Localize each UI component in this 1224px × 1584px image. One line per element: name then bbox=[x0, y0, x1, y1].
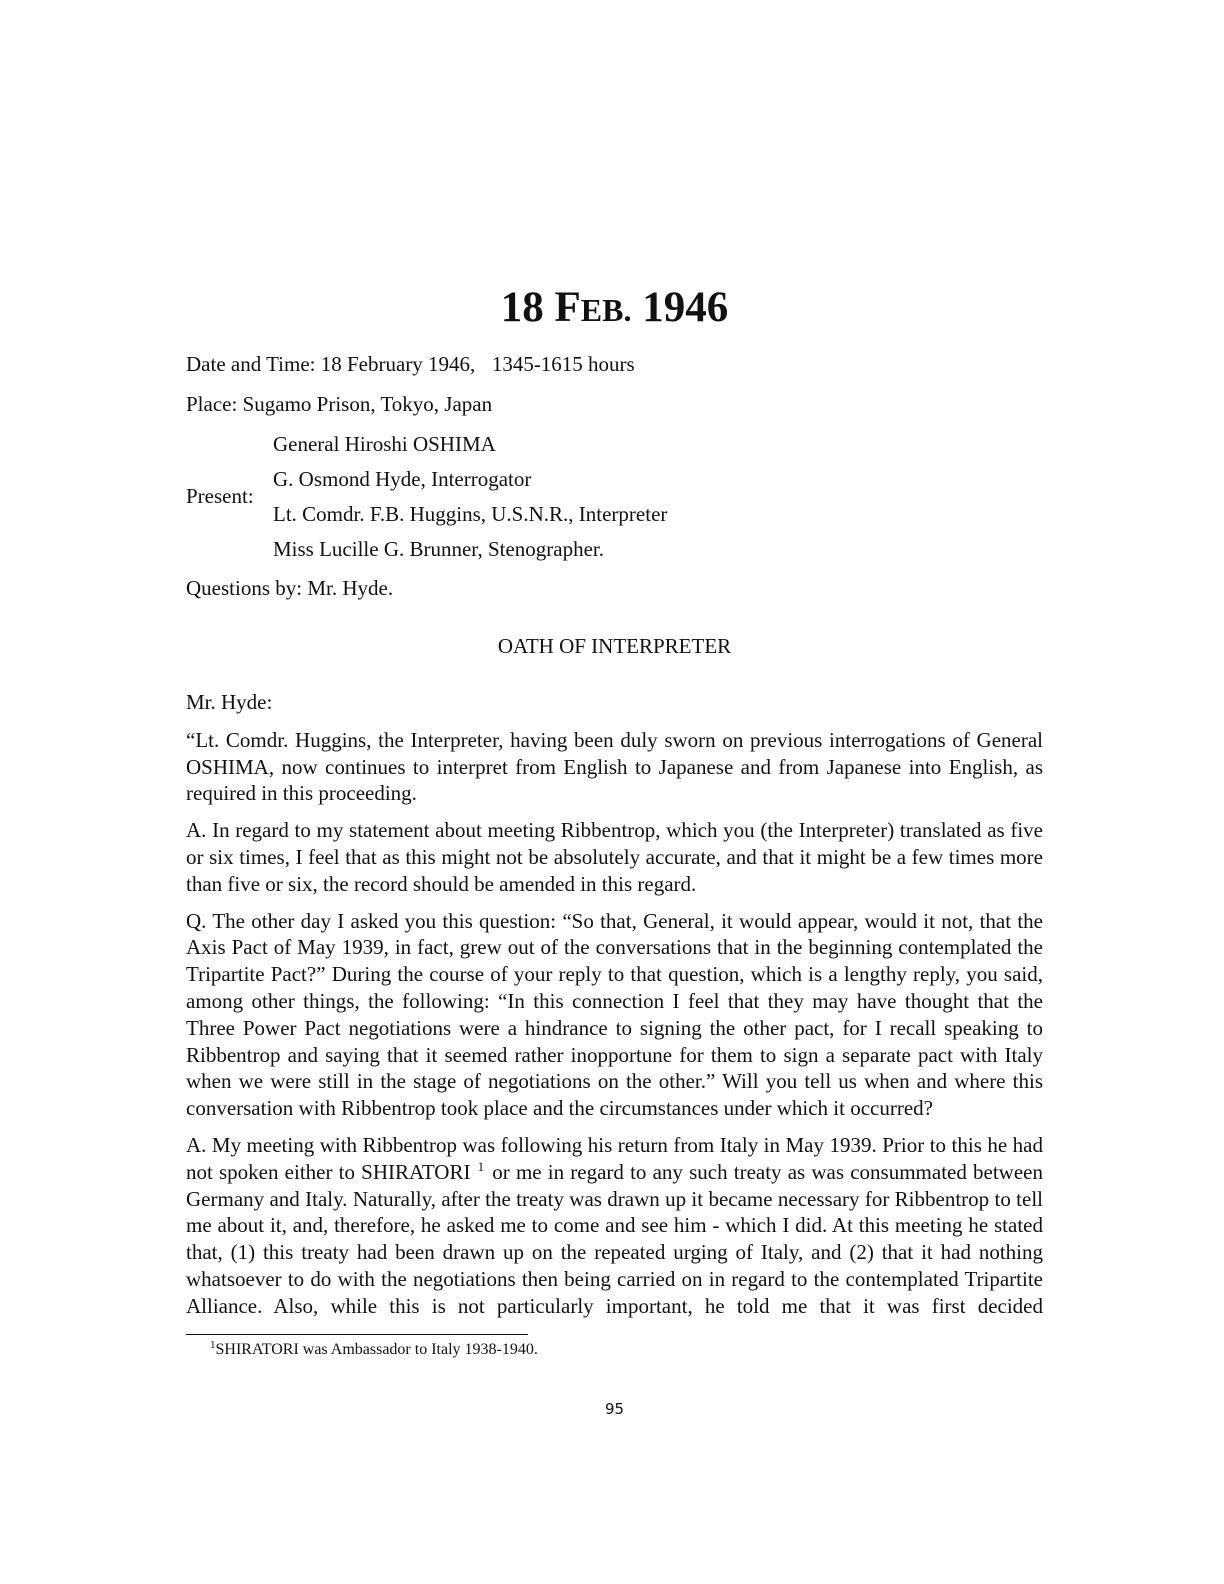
title-day: 18 bbox=[500, 284, 555, 331]
present-list bbox=[273, 430, 667, 570]
answer-2-after-ref: or me in regard to any such treaty as was consummated between Germany and Italy. Naturally, after the treaty was drawn up it became necessary for Ribbentrop to tell me about it, and, therefore, he asked me to come and see him - which I did. At this meeting he stated that, (1) this treaty had been drawn up on the repeated urging of Italy, and (2) that it had nothing whatsoever to do with the negotiations then being carried on in regard to the contemplated Tripartite Alliance. Also, while this is not particularly important, he told me that it was first decided bbox=[186, 1159, 1043, 1318]
paragraph-question-1: Q. The other day I asked you this question: “So that, General, it would appear, would it not, that the Axis Pact of May 1939, in fact, grew out of the conversations that in the beginning contemplated the Tripartite Pact?” During the course of your reply to that question, which is a lengthy reply, you said, among other things, the following: “In this connection I feel that they may have thought that the Three Power Pact negotiations were a hindrance to signing the other pact, for I recall speaking to Ribbentrop and saying that it seemed rather inopportune for them to sign a separate pact with Italy when we were still in the stage of negotiations on the other.” Will you tell us when and where this conversation with Ribbentrop took place and the circumstances under which it occurred? bbox=[186, 908, 1043, 1121]
footnote-text: SHIRATORI was Ambassador to Italy 1938-1940. bbox=[215, 1341, 538, 1358]
date-time-line bbox=[186, 350, 635, 378]
footnote bbox=[210, 1339, 538, 1361]
questions-value: Mr. Hyde. bbox=[307, 576, 394, 600]
title-year: 1946 bbox=[631, 284, 729, 331]
present-item: G. Osmond Hyde, Interrogator bbox=[273, 467, 532, 491]
place-line bbox=[186, 390, 492, 418]
present-label: Present: bbox=[186, 484, 254, 508]
place-label: Place: bbox=[186, 392, 238, 416]
questions-line bbox=[186, 574, 393, 602]
present-item: Miss Lucille G. Brunner, Stenographer. bbox=[273, 537, 605, 561]
present-item: Lt. Comdr. F.B. Huggins, U.S.N.R., Interpreter bbox=[273, 502, 668, 526]
paragraph-oath: “Lt. Comdr. Huggins, the Interpreter, having been duly sworn on previous interrogations of General OSHIMA, now continues to interpret from English to Japanese and from Japanese into English, as required in this proceeding. bbox=[186, 727, 1043, 806]
present-block bbox=[186, 430, 1043, 570]
questions-label: Questions by: bbox=[186, 576, 303, 600]
document-page bbox=[186, 0, 1043, 1584]
title-month-rest: EB. bbox=[580, 292, 632, 328]
footnote-reference[interactable]: 1 bbox=[477, 1158, 485, 1174]
title-month-initial: F bbox=[554, 284, 581, 331]
answer-2-before-ref: A. My meeting with Ribbentrop was following his return from Italy in May 1939. Prior to this he had not spoken either to SHIRATORI bbox=[186, 1132, 1043, 1184]
place-value: Sugamo Prison, Tokyo, Japan bbox=[242, 392, 493, 416]
footnote-mark: 1 bbox=[210, 1339, 216, 1351]
oath-heading: OATH OF INTERPRETER bbox=[497, 634, 732, 658]
speaker-label: Mr. Hyde: bbox=[186, 690, 273, 714]
date-label: Date and Time: bbox=[186, 352, 316, 376]
paragraph-answer-2 bbox=[186, 1132, 1043, 1320]
present-item: General Hiroshi OSHIMA bbox=[273, 432, 496, 456]
page-title bbox=[186, 282, 1043, 336]
body-text bbox=[186, 689, 1043, 1320]
date-value: 18 February 1946, bbox=[320, 352, 476, 376]
footnote-divider bbox=[186, 1334, 528, 1335]
paragraph-answer-1: A. In regard to my statement about meeting Ribbentrop, which you (the Interpreter) translated as five or six times, I feel that as this might not be absolutely accurate, and that it might be a few times more than five or six, the record should be amended in this regard. bbox=[186, 818, 1043, 896]
page-number: 95 bbox=[604, 1400, 625, 1418]
time-value: 1345-1615 hours bbox=[491, 352, 635, 376]
